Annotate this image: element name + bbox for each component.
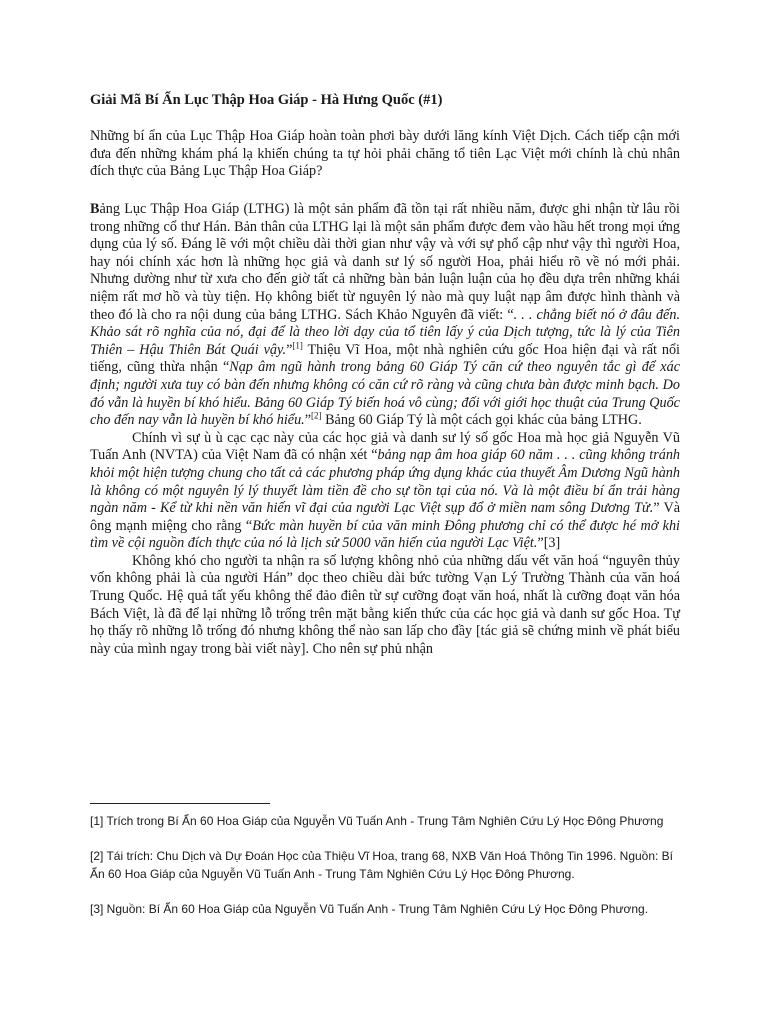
paragraph-2-quote-2: Bức màn huyền bí của văn minh Đông phương chỉ có thể được hé mở khi tìm về cội nguồn đích thực của nó là lịch sử 5000 văn hiến của người Lạc Việt. [90,517,680,552]
paragraph-1-quote-1: . . . chẳng biết nó ở đâu đến. Khảo sát rõ nghĩa của nó, đại để là theo lời dạy của tổ tiên lấy ý của Dịch tượng, tức là lý của Tiên Thiên – Hậu Thiên Bát Quái vậy. [90,306,680,358]
paragraph-2-text-c: ”[3] [537,535,561,552]
dropcap-letter: B [90,201,100,217]
paragraph-1-text-c: Bảng 60 Giáp Tý là một cách gọi khác của bảng LTHG. [321,412,642,429]
footnote-1: [1] Trích trong Bí Ẩn 60 Hoa Giáp của Nguyễn Vũ Tuấn Anh - Trung Tâm Nghiên Cứu Lý Học Đông Phương [90,814,664,828]
main-body [90,201,680,658]
paragraph-2-text-b: ” Và ông mạnh miệng cho rằng “ [90,500,680,534]
paragraph-2-quote-1: bảng nạp âm hoa giáp 60 năm . . . cũng không tránh khỏi một hiện tượng chung cho tất cả các phương pháp ứng dụng khác của thuyết Âm Dương Ngũ hành là không có một nguyên lý lý thuyết làm tiền đề cho sự tồn tại của nó. Và là một điều bí ẩn trải hàng ngàn năm - Kể từ khi nền văn hiến vĩ đại của người Lạc Việt sụp đổ ở miền nam sông Dương Tử. [90,447,681,517]
footnote-ref-1[interactable]: [1] [292,340,303,351]
paragraph-1-quote-2: Nạp âm ngũ hành trong bảng 60 Giáp Tý căn cứ theo nguyên tắc gì để xác định; người xưa tuy có bàn đến nhưng không có căn cứ rõ ràng và cũng chưa bàn được minh bạch. Do đó vẫn là huyền bí khó hiểu. Bảng 60 Giáp Tý biến hoá vô cùng; đối với giới học thuật của Trung Quốc cho đến nay vẫn là huyền bí khó hiểu. [90,359,680,429]
paragraph-3: Không khó cho người ta nhận ra số lượng không nhỏ của những dấu vết văn hoá “nguyên thủy vốn không phải là của người Hán” dọc theo chiều dài bức tường Vạn Lý Trường Thành của văn hoá Trung Quốc. Hệ quả tất yếu không thể đảo điên từ sự cưỡng đoạt văn hoá, nhất là cưỡng đoạt văn hóa Bách Việt, là đã để lại những lỗ trống trên mặt bằng kiến thức của các học giả và danh sư gốc Hoa. Tự họ thấy rõ những lỗ trống đó nhưng không thể nào san lấp cho đầy [tác giả sẽ chứng minh về phát biểu này của mình ngay trong bài viết này]. Cho nên sự phủ nhận [90,552,680,657]
intro-paragraph: Những bí ẩn của Lục Thập Hoa Giáp hoàn toàn phơi bày dưới lăng kính Việt Dịch. Cách tiếp cận mới đưa đến những khám phá lạ khiến chúng ta tự hỏi phải chăng tổ tiên Lạc Việt mới chính là chủ nhân đích thực của Bảng Lục Thập Hoa Giáp? [90,128,680,180]
paragraph-2-text-a: Chính vì sự ù ù cạc cạc này của các học giả và danh sư lý số gốc Hoa mà học giả Nguyễn Vũ Tuấn Anh (NVTA) của Việt Nam đã có nhận xét “ [90,429,680,464]
footnote-3: [3] Nguồn: Bí Ẩn 60 Hoa Giáp của Nguyễn Vũ Tuấn Anh - Trung Tâm Nghiên Cứu Lý Học Đông Phương. [90,902,649,916]
paragraph-1-text-b: Thiệu Vĩ Hoa, một nhà nghiên cứu gốc Hoa hiện đại và rất nổi tiếng, cũng thừa nhận “ [90,341,680,376]
paragraph-1-text-a: ảng Lục Thập Hoa Giáp (LTHG) là một sản phẩm đã tồn tại rất nhiều năm, được ghi nhận từ lâu rồi trong những cổ thư Hán. Bản thân của LTHG lại là một sản phẩm được đem vào hầu hết trong mọi ứng dụng của lý số. Đáng lẽ với một chiều dài thời gian như vậy và với sự phổ cập như vậy thì người Hoa, hay nói chính xác hơn là những học giả và danh sư lý số người Hoa, phải hiểu rõ về nó mới phải. Nhưng dường như từ xưa cho đến giờ tất cả những bàn bản luận luận của họ đều dựa trên những khái niệm rất mơ hồ và tùy tiện. Họ không biết từ nguyên lý nào mà quy luật nạp âm được hình thành và theo đó là cho ra nội dung của bảng LTHG. Sách Khảo Nguyên đã viết: “ [90,201,680,323]
footnote-separator [90,803,270,804]
footnote-ref-2[interactable]: [2] [311,410,322,421]
paragraph-1: Bảng Lục Thập Hoa Giáp (LTHG) là một sản phẩm đã tồn tại rất nhiều năm, được ghi nhận từ lâu rồi trong những cổ thư Hán. Bản thân của LTHG lại là một sản phẩm được đem vào hầu hết trong mọi ứng dụng của lý số. Đáng lẽ với một chiều dài thời gian như vậy và với sự phổ cập như vậy thì người Hoa, hay nói chính xác hơn là những học giả và danh sư lý số người Hoa, phải hiểu rõ về nó mới phải. Nhưng dường như từ xưa cho đến giờ tất cả những bàn bản luận luận của họ đều dựa trên những khái niệm rất mơ hồ và tùy tiện. Họ không biết từ nguyên lý nào mà quy luật nạp âm được hình thành và theo đó là cho ra nội dung của bảng LTHG. Sách Khảo Nguyên đã viết: “. . . chẳng biết nó ở đâu đến. Khảo sát rõ nghĩa của nó, đại để là theo lời dạy của tổ tiên lấy ý của Dịch tượng, tức là lý của Tiên Thiên – Hậu Thiên Bát Quái vậy.”[1] Thiệu Vĩ Hoa, một nhà nghiên cứu gốc Hoa hiện đại và rất nổi tiếng, cũng thừa nhận “Nạp âm ngũ hành trong bảng 60 Giáp Tý căn cứ theo nguyên tắc gì để xác định; người xưa tuy có bàn đến nhưng không có căn cứ rõ ràng và cũng chưa bàn được minh bạch. Do đó vẫn là huyền bí khó hiểu. Bảng 60 Giáp Tý biến hoá vô cùng; đối với giới học thuật của Trung Quốc cho đến nay vẫn là huyền bí khó hiểu.”[2] Bảng 60 Giáp Tý là một cách gọi khác của bảng LTHG. [90,201,680,429]
document-title: Giải Mã Bí Ẩn Lục Thập Hoa Giáp - Hà Hưng Quốc (#1) [90,92,443,108]
footnote-2: [2] Tái trích: Chu Dịch và Dự Đoán Học của Thiệu Vĩ Hoa, trang 68, NXB Văn Hoá Thông Tin 1996. Nguồn: Bí Ẩn 60 Hoa Giáp của Nguyễn Vũ Tuấn Anh - Trung Tâm Nghiên Cứu Lý Học Đông Phương. [90,849,674,881]
paragraph-2 [90,430,680,553]
